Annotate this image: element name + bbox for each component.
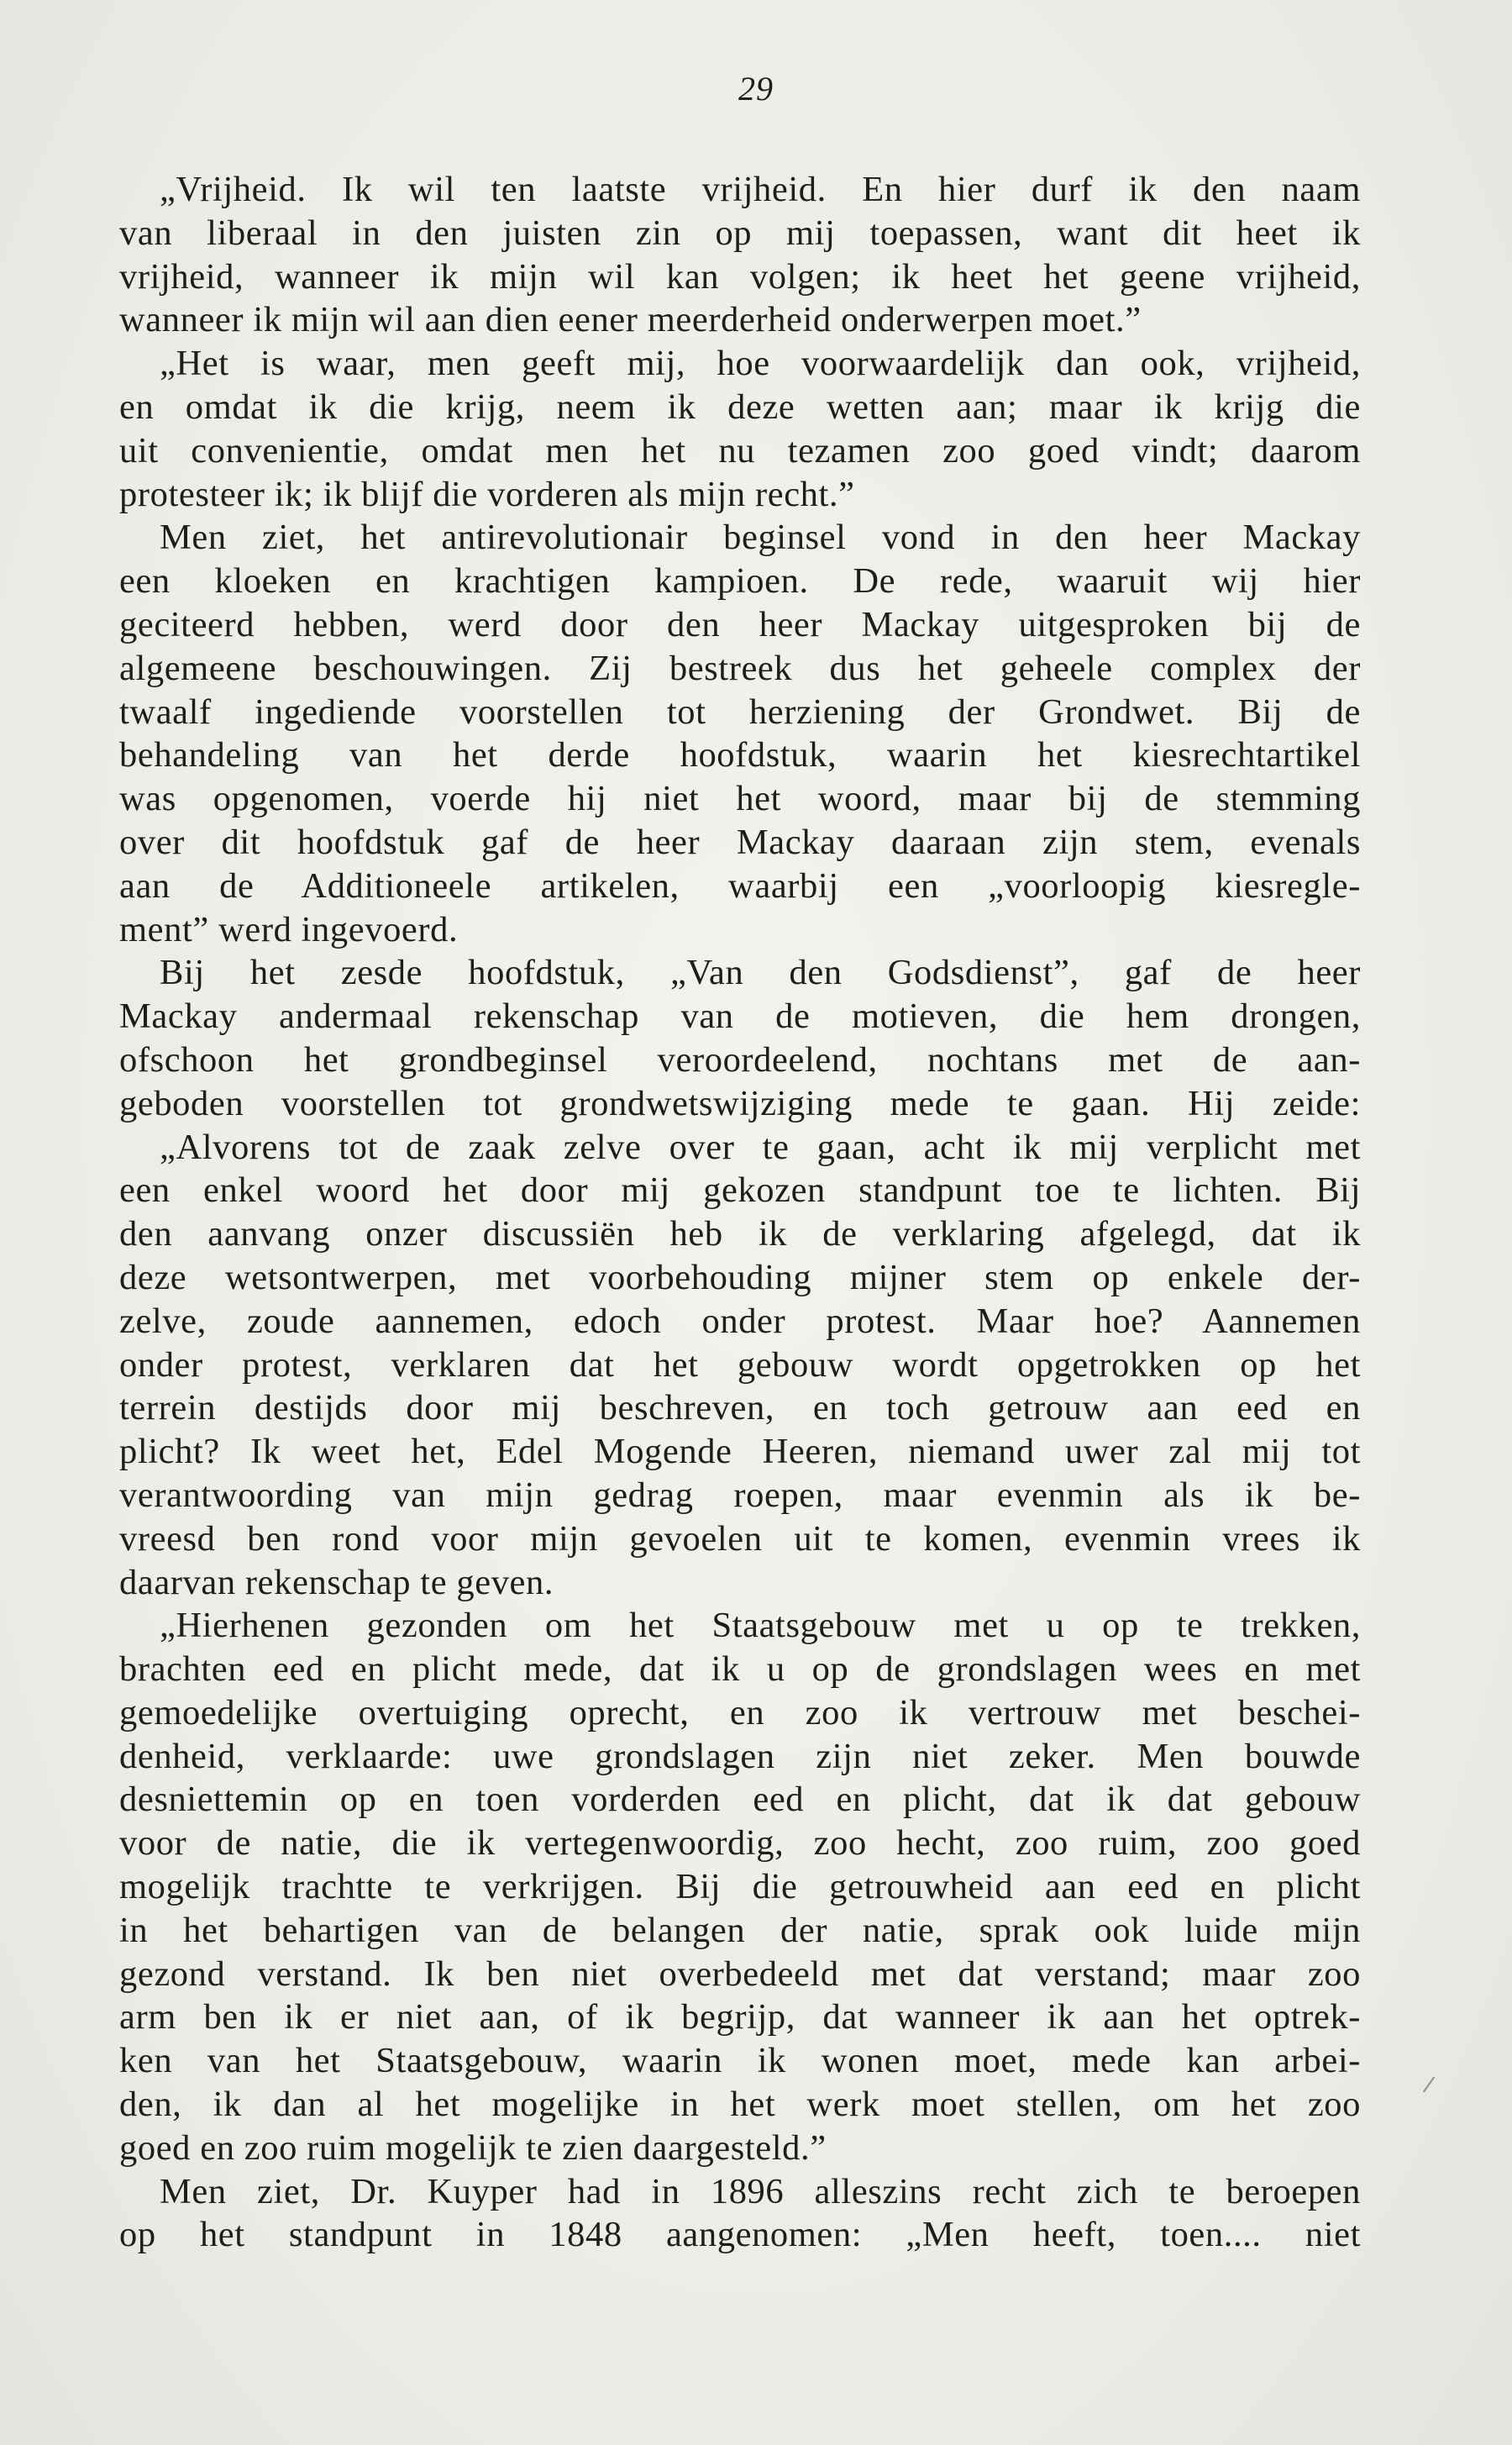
paragraph-kuyper bbox=[119, 2170, 1361, 2258]
text-line: van liberaal in den juisten zin op mij toepassen, want dit heet ik bbox=[119, 213, 1361, 253]
text-line: denheid, verklaarde: uwe grondslagen zijn niet zeker. Men bouwde bbox=[119, 1736, 1361, 1776]
text-line: terrein destijds door mij beschreven, en toch getrouw aan eed en bbox=[119, 1388, 1361, 1428]
paragraph-quote-freedom bbox=[119, 168, 1361, 342]
text-line: Mackay andermaal rekenschap van de motieven, die hem drongen, bbox=[119, 996, 1361, 1037]
paragraph-quote-hierhenen bbox=[119, 1604, 1361, 2169]
text-line: uit convenientie, omdat men het nu tezamen zoo goed vindt; daarom bbox=[119, 430, 1361, 471]
text-line: in het behartigen van de belangen der natie, sprak ook luide mijn bbox=[119, 1910, 1361, 1950]
text-line: geboden voorstellen tot grondwetswijziging mede te gaan. Hij zeide: bbox=[119, 1083, 1361, 1123]
paragraph-godsdienst bbox=[119, 951, 1361, 1125]
text-line: vrijheid, wanneer ik mijn wil kan volgen; ik heet het geene vrijheid, bbox=[119, 256, 1361, 297]
text-line: den, ik dan al het mogelijke in het werk moet stellen, om het zoo bbox=[119, 2085, 1361, 2125]
text-line: wanneer ik mijn wil aan dien eener meerderheid onderwerpen moet.” bbox=[119, 300, 1142, 340]
text-line: gezond verstand. Ik ben niet overbedeeld met dat verstand; maar zoo bbox=[119, 1953, 1361, 1994]
text-line: voor de natie, die ik vertegenwoordig, zoo hecht, zoo ruim, zoo goed bbox=[119, 1823, 1361, 1864]
text-line: deze wetsontwerpen, met voorbehouding mijner stem op enkele der- bbox=[119, 1257, 1361, 1297]
margin-pencil-mark bbox=[1423, 2076, 1435, 2092]
text-line: Bij het zesde hoofdstuk, „Van den Godsdienst”, gaf de heer bbox=[160, 953, 1361, 993]
text-line: zelve, zoude aannemen, edoch onder protest. Maar hoe? Aannemen bbox=[119, 1301, 1361, 1341]
text-line: protesteer ik; ik blijf die vorderen als mijn recht.” bbox=[119, 474, 855, 514]
text-line: en omdat ik die krijg, neem ik deze wetten aan; maar ik krijg die bbox=[119, 386, 1361, 427]
body-text bbox=[119, 168, 1361, 2257]
paragraph-quote-alvorens bbox=[119, 1126, 1361, 1605]
text-line: Men ziet, Dr. Kuyper had in 1896 alleszins recht zich te beroepen bbox=[160, 2171, 1361, 2211]
text-line: ment” werd ingevoerd. bbox=[119, 909, 459, 949]
text-line: goed en zoo ruim mogelijk te zien daargesteld.” bbox=[119, 2127, 827, 2168]
text-line: mogelijk trachtte te verkrijgen. Bij die getrouwheid aan eed en plicht bbox=[119, 1867, 1361, 1907]
text-line: den aanvang onzer discussiën heb ik de verklaring afgelegd, dat ik bbox=[119, 1214, 1361, 1254]
paragraph-mackay-champion bbox=[119, 516, 1361, 951]
text-line: plicht? Ik weet het, Edel Mogende Heeren, niemand uwer zal mij tot bbox=[119, 1432, 1361, 1472]
text-line: verantwoording van mijn gedrag roepen, maar evenmin als ik be- bbox=[119, 1475, 1361, 1515]
text-line: brachten eed en plicht mede, dat ik u op de grondslagen wees en met bbox=[119, 1649, 1361, 1690]
text-line: desniettemin op en toen vorderden eed en plicht, dat ik dat gebouw bbox=[119, 1780, 1361, 1820]
text-line: algemeene beschouwingen. Zij bestreek dus het geheele complex der bbox=[119, 648, 1361, 688]
text-line: „Alvorens tot de zaak zelve over te gaan, acht ik mij verplicht met bbox=[160, 1127, 1361, 1167]
text-line: ofschoon het grondbeginsel veroordeelend, nochtans met de aan- bbox=[119, 1039, 1361, 1080]
text-line: daarvan rekenschap te geven. bbox=[119, 1562, 554, 1602]
text-line: geciteerd hebben, werd door den heer Mackay uitgesproken bij de bbox=[119, 604, 1361, 644]
text-line: was opgenomen, voerde hij niet het woord, maar bij de stemming bbox=[119, 779, 1361, 819]
text-line: „Vrijheid. Ik wil ten laatste vrijheid. En hier durf ik den naam bbox=[160, 170, 1361, 209]
text-line: behandeling van het derde hoofdstuk, waarin het kiesrechtartikel bbox=[119, 735, 1361, 776]
text-line: aan de Additioneele artikelen, waarbij een „voorloopig kiesregle- bbox=[119, 865, 1361, 906]
paragraph-quote-conditional bbox=[119, 342, 1361, 516]
text-line: „Hierhenen gezonden om het Staatsgebouw met u op te trekken, bbox=[160, 1606, 1361, 1646]
text-line: arm ben ik er niet aan, of ik begrijp, dat wanneer ik aan het optrek- bbox=[119, 1997, 1361, 2038]
text-line: gemoedelijke overtuiging oprecht, en zoo ik vertrouw met beschei- bbox=[119, 1692, 1361, 1733]
text-line: over dit hoofdstuk gaf de heer Mackay daaraan zijn stem, evenals bbox=[119, 822, 1361, 862]
text-line: twaalf ingediende voorstellen tot herziening der Grondwet. Bij de bbox=[119, 691, 1361, 732]
text-line: een kloeken en krachtigen kampioen. De rede, waaruit wij hier bbox=[119, 561, 1361, 602]
page-number: 29 bbox=[738, 70, 774, 108]
text-line: „Het is waar, men geeft mij, hoe voorwaardelijk dan ook, vrijheid, bbox=[160, 344, 1361, 384]
text-line: onder protest, verklaren dat het gebouw wordt opgetrokken op het bbox=[119, 1344, 1361, 1385]
text-line: op het standpunt in 1848 aangenomen: „Men heeft, toen.... niet bbox=[119, 2215, 1361, 2255]
text-line: Men ziet, het antirevolutionair beginsel vond in den heer Mackay bbox=[160, 518, 1361, 558]
text-line: ken van het Staatsgebouw, waarin ik wonen moet, mede kan arbei- bbox=[119, 2041, 1361, 2081]
text-line: vreesd ben rond voor mijn gevoelen uit te komen, evenmin vrees ik bbox=[119, 1518, 1361, 1559]
text-line: een enkel woord het door mij gekozen standpunt toe te lichten. Bij bbox=[119, 1170, 1361, 1211]
